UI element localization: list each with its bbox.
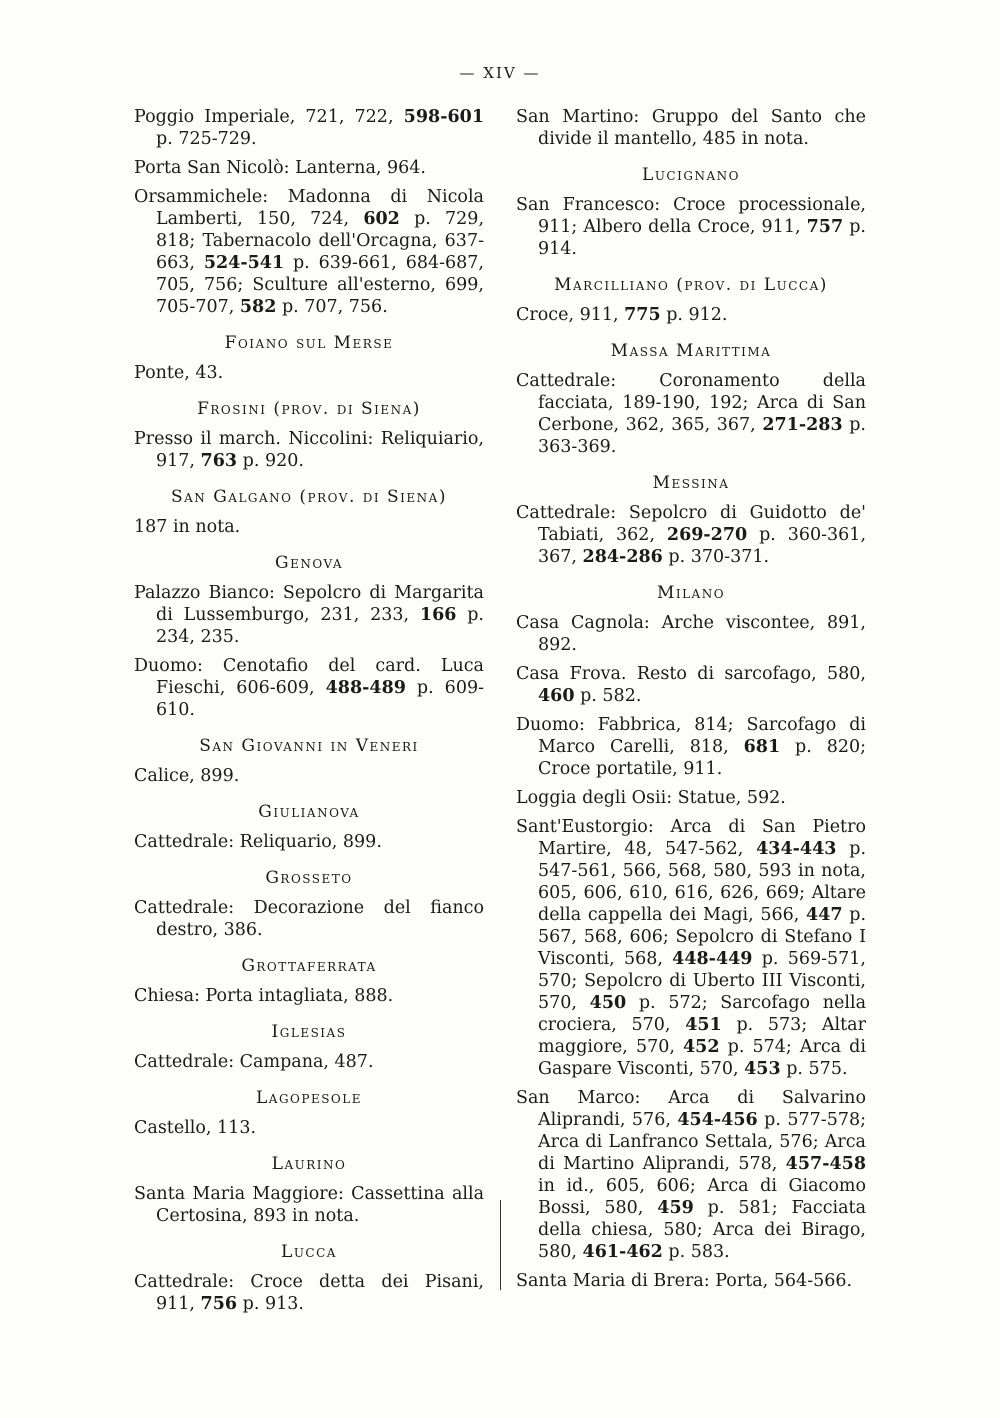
place-heading: Marcilliano (prov. di Lucca) xyxy=(554,275,828,295)
place-heading: Milano xyxy=(656,583,726,603)
place-heading: Giulianova xyxy=(258,802,360,822)
right-column xyxy=(516,106,866,1299)
index-entry: Cattedrale: Decorazione del fianco destro, 386. xyxy=(134,898,484,940)
index-entry: Ponte, 43. xyxy=(134,363,224,383)
place-heading: Foiano sul Merse xyxy=(224,333,394,353)
index-entry: Cattedrale: Croce detta dei Pisani, 911, 756 p. 913. xyxy=(134,1272,484,1314)
index-entry: San Martino: Gruppo del Santo che divide il mantello, 485 in nota. xyxy=(516,107,866,149)
page-header: — XIV — xyxy=(459,64,541,82)
index-entry: Cattedrale: Reliquario, 899. xyxy=(134,832,382,852)
place-heading: Lagopesole xyxy=(256,1088,362,1108)
index-entry: Porta San Nicolò: Lanterna, 964. xyxy=(134,158,426,178)
index-entry: Santa Maria Maggiore: Cassettina alla Certosina, 893 in nota. xyxy=(134,1184,484,1226)
index-entry: Casa Cagnola: Arche viscontee, 891, 892. xyxy=(516,613,866,655)
index-entry: San Francesco: Croce processionale, 911; Albero della Croce, 911, 757 p. 914. xyxy=(516,195,866,259)
index-entry: Duomo: Fabbrica, 814; Sarcofago di Marco Carelli, 818, 681 p. 820; Croce portatile, 911. xyxy=(516,715,866,779)
place-heading: Iglesias xyxy=(271,1022,347,1042)
left-column xyxy=(134,106,484,1322)
place-heading: Grosseto xyxy=(265,868,353,888)
index-entry: Palazzo Bianco: Sepolcro di Margarita di Lussemburgo, 231, 233, 166 p. 234, 235. xyxy=(134,583,484,647)
place-heading: Laurino xyxy=(271,1154,347,1174)
index-entry: Poggio Imperiale, 721, 722, 598-601 p. 725-729. xyxy=(134,107,484,149)
place-heading: Massa Marittima xyxy=(610,341,772,361)
index-entry: Cattedrale: Coronamento della facciata, 189-190, 192; Arca di San Cerbone, 362, 365, 367, 271-283 p. 363-369. xyxy=(516,371,866,457)
index-entry: Chiesa: Porta intagliata, 888. xyxy=(134,986,394,1006)
column-divider xyxy=(500,1200,501,1290)
index-entry: San Marco: Arca di Salvarino Aliprandi, 576, 454-456 p. 577-578; Arca di Lanfranco Settala, 576; Arca di Martino Aliprandi, 578, 457-458 in id., 605, 606; Arca di Giacomo Bossi, 580, 459 p. 581; Facciata della chiesa, 580; Arca dei Birago, 580, 461-462 p. 583. xyxy=(516,1088,867,1262)
index-entry: Croce, 911, 775 p. 912. xyxy=(516,305,728,325)
index-entry: Cattedrale: Sepolcro di Guidotto de' Tabiati, 362, 269-270 p. 360-361, 367, 284-286 p. 370-371. xyxy=(516,503,867,567)
index-entry: Presso il march. Niccolini: Reliquiario, 917, 763 p. 920. xyxy=(134,429,484,471)
index-entry: Calice, 899. xyxy=(134,766,240,786)
place-heading: Lucca xyxy=(281,1242,337,1262)
index-entry: 187 in nota. xyxy=(134,517,241,537)
place-heading: Frosini (prov. di Siena) xyxy=(197,399,421,419)
place-heading: Grottaferrata xyxy=(241,956,377,976)
index-entry: Orsammichele: Madonna di Nicola Lamberti, 150, 724, 602 p. 729, 818; Tabernacolo dell'Orcagna, 637-663, 524-541 p. 639-661, 684-687, 705, 756; Sculture all'esterno, 699, 705-707, 582 p. 707, 756. xyxy=(134,187,485,317)
index-entry: Loggia degli Osii: Statue, 592. xyxy=(516,788,786,808)
place-heading: San Giovanni in Veneri xyxy=(199,736,419,756)
place-heading: Lucignano xyxy=(642,165,740,185)
index-entry: Duomo: Cenotafio del card. Luca Fieschi, 606-609, 488-489 p. 609-610. xyxy=(134,656,484,720)
index-entry: Castello, 113. xyxy=(134,1118,257,1138)
place-heading: Genova xyxy=(275,553,343,573)
index-entry: Cattedrale: Campana, 487. xyxy=(134,1052,374,1072)
place-heading: Messina xyxy=(652,473,730,493)
place-heading: San Galgano (prov. di Siena) xyxy=(171,487,447,507)
index-entry: Santa Maria di Brera: Porta, 564-566. xyxy=(516,1271,853,1291)
index-entry: Casa Frova. Resto di sarcofago, 580, 460 p. 582. xyxy=(516,664,866,706)
index-entry: Sant'Eustorgio: Arca di San Pietro Martire, 48, 547-562, 434-443 p. 547-561, 566, 568, 580, 593 in nota, 605, 606, 610, 616, 626, 669; Altare della cappella dei Magi, 566, 447 p. 567, 568, 606; Sepolcro di Stefano I Visconti, 568, 448-449 p. 569-571, 570; Sepolcro di Uberto III Visconti, 570, 450 p. 572; Sarcofago nella crociera, 570, 451 p. 573; Altar maggiore, 570, 452 p. 574; Arca di Gaspare Visconti, 570, 453 p. 575. xyxy=(516,817,867,1079)
